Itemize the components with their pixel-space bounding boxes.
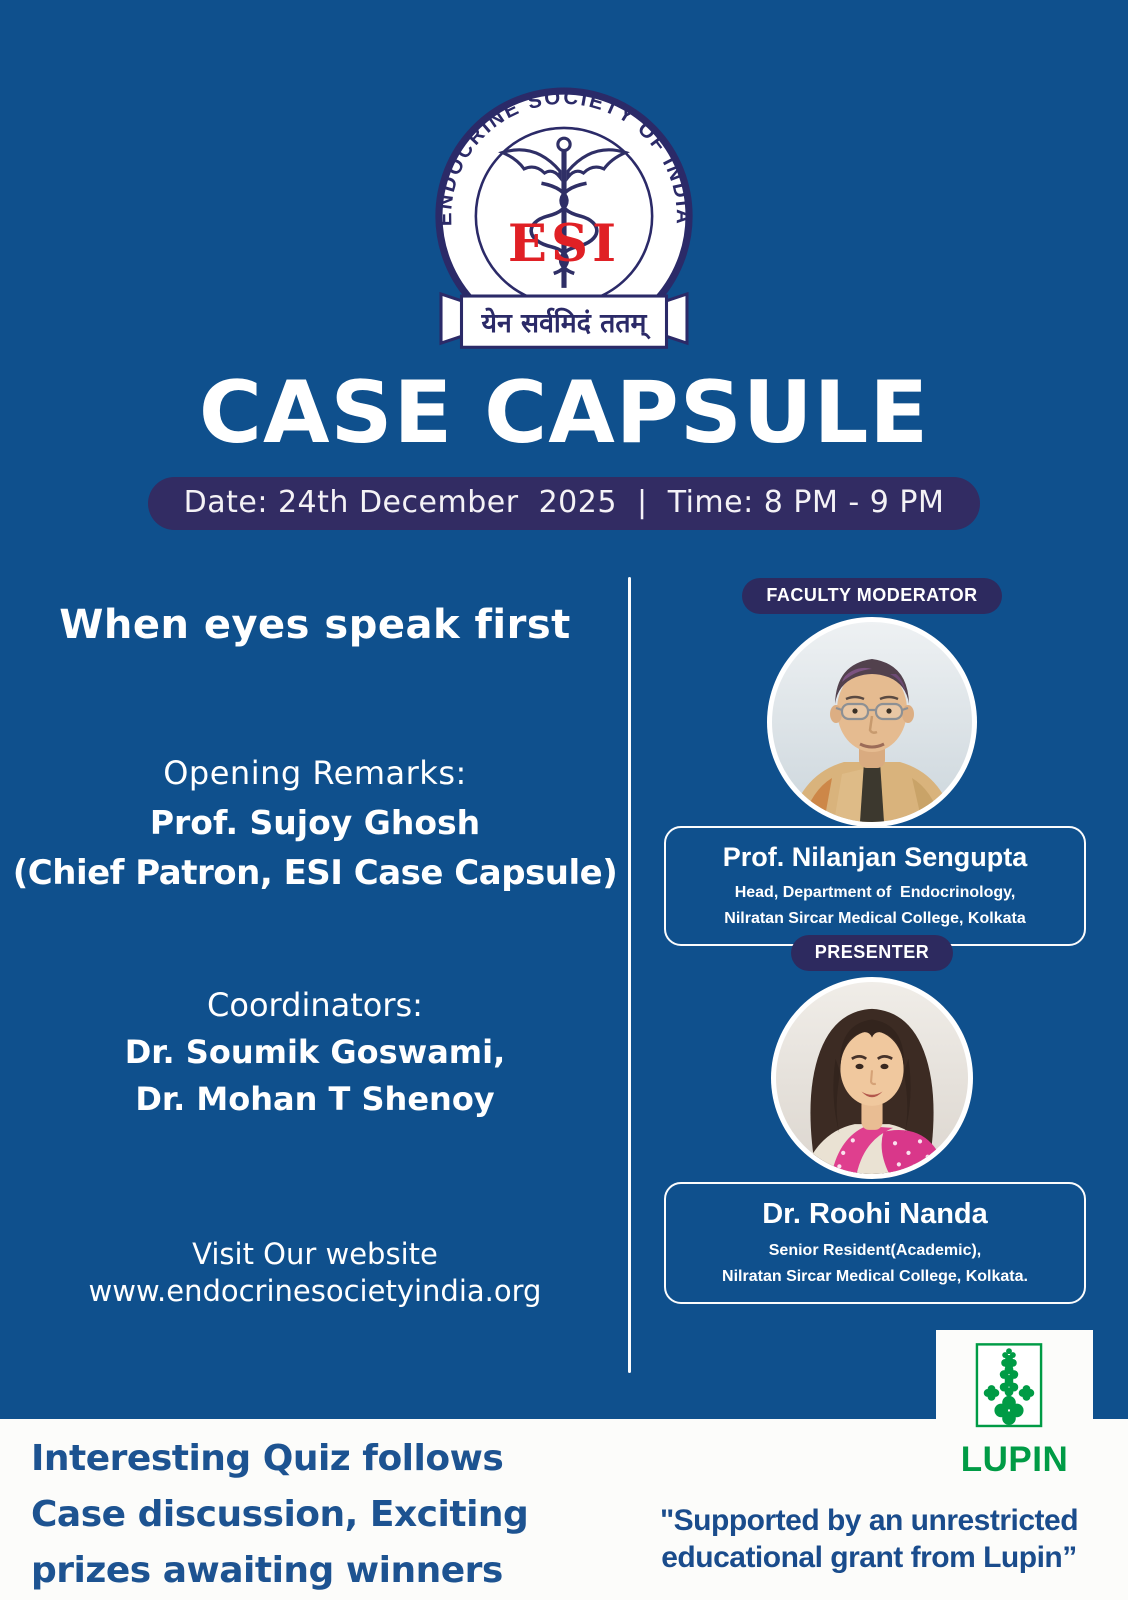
esi-abbreviation: ESI xyxy=(507,214,621,275)
faculty-moderator-badge: FACULTY MODERATOR xyxy=(742,578,1001,614)
sponsor-note-line-2: educational grant from Lupin” xyxy=(661,1541,1077,1574)
moderator-portrait-icon xyxy=(772,622,972,822)
opening-remarks-block xyxy=(0,748,630,898)
coordinator-name-2: Dr. Mohan T Shenoy xyxy=(135,1080,495,1118)
society-name-curved-text: ENDOCRINE SOCIETY OF INDIA xyxy=(433,85,695,227)
presenter-badge: PRESENTER xyxy=(791,935,954,971)
presenter-name: Dr. Roohi Nanda xyxy=(762,1198,988,1230)
opening-remarks-label: Opening Remarks: xyxy=(163,754,467,792)
case-title: When eyes speak first xyxy=(59,602,571,648)
page-title: CASE CAPSULE xyxy=(198,363,930,463)
motto-ribbon xyxy=(441,294,687,347)
esi-logo xyxy=(421,64,708,366)
quiz-note-line-2: Case discussion, Exciting xyxy=(31,1494,529,1535)
coordinators-block xyxy=(0,982,630,1123)
presenter-photo xyxy=(776,982,968,1174)
lupin-logo xyxy=(975,1342,1043,1444)
motto-text: येन सर्वमिदं ततम् xyxy=(481,307,647,339)
sponsor-note-line-1: "Supported by an unrestricted xyxy=(659,1504,1079,1537)
opening-remarks-role: (Chief Patron, ESI Case Capsule) xyxy=(12,853,618,893)
coordinators-label: Coordinators: xyxy=(207,986,423,1024)
website-link[interactable]: www.endocrinesocietyindia.org xyxy=(88,1274,542,1308)
website-label: Visit Our website xyxy=(192,1237,438,1271)
presenter-portrait-icon xyxy=(776,982,968,1174)
esi-logo-emblem-icon xyxy=(421,64,708,362)
moderator-photo xyxy=(772,622,972,822)
moderator-role: Head, Department of Endocrinology, xyxy=(734,884,1016,901)
right-column xyxy=(630,560,1114,1420)
sponsor-name: LUPIN xyxy=(960,1440,1069,1479)
opening-remarks-name: Prof. Sujoy Ghosh xyxy=(149,803,481,842)
sponsor-note xyxy=(632,1502,1106,1576)
quiz-note xyxy=(31,1431,528,1599)
date-time-pill: Date: 24th December 2025 | Time: 8 PM - 9 PM xyxy=(148,477,981,530)
moderator-card xyxy=(664,826,1086,946)
website-block xyxy=(0,1236,630,1310)
presenter-role: Senior Resident(Academic), xyxy=(768,1242,982,1259)
coordinator-name-1: Dr. Soumik Goswami, xyxy=(124,1033,506,1071)
moderator-name: Prof. Nilanjan Sengupta xyxy=(722,842,1028,872)
moderator-institution: Nilratan Sircar Medical College, Kolkata xyxy=(724,910,1026,927)
presenter-institution: Nilratan Sircar Medical College, Kolkata. xyxy=(722,1268,1028,1285)
lupin-plant-icon xyxy=(975,1342,1043,1440)
quiz-note-line-3: prizes awaiting winners xyxy=(31,1550,503,1591)
quiz-note-line-1: Interesting Quiz follows xyxy=(31,1438,504,1479)
presenter-card xyxy=(664,1182,1086,1304)
